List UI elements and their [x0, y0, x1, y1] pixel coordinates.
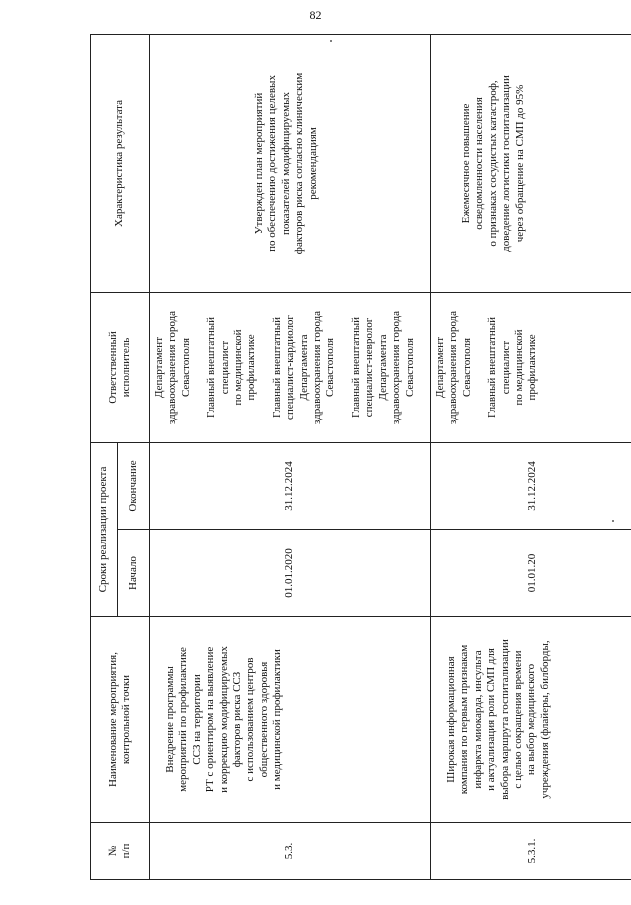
row-number: 5.3. [150, 823, 431, 880]
row-number: 5.3.1. [431, 823, 631, 880]
row-start-date: 01.01.2020 [150, 530, 431, 617]
header-period: Сроки реализации проекта [91, 442, 118, 616]
header-row [91, 34, 118, 879]
executor-block: Главный внештатный специалист-невролог Департамента здравоохранения города Севастополя [349, 310, 416, 425]
row-start-date: 01.01.20 [431, 530, 631, 617]
header-result: Характеристика результата [91, 34, 150, 292]
table-row [431, 34, 631, 879]
header-end: Окончание [118, 442, 150, 529]
result-text: Утвержден план мероприятий по обеспечению достижения целевых показателей модифицируемых факторов риска согласно клиническим рекомендациям [253, 72, 319, 255]
row-activity-name: Широкая информационная компания по первым признакам инфаркта миокарда, инсульта и актуализация роли СМП для выбора маршрута госпитализации с целью сокращения времени на выбор медицинского учреждения (флайеры, билборды, [431, 617, 631, 823]
rotated-table-wrapper [90, 35, 631, 880]
executor-block: Департамент здравоохранения города Севастополя [153, 310, 192, 425]
row-result [431, 34, 631, 292]
executor-block: Департамент здравоохранения города Севастополя [434, 310, 473, 425]
executor-block: Главный внештатный специалист-кардиолог Департамента здравоохранения города Севастополя [270, 310, 337, 425]
table-row [150, 34, 431, 879]
activities-table [90, 34, 631, 880]
result-text: Ежемесячное повышение осведомленности населения о признаках сосудистых катастроф, доведение логистики госпитализации через обращение на СМП до 95% [460, 75, 526, 252]
executor-block: Главный внештатный специалист по медицинской профилактике [486, 317, 539, 418]
row-executors [431, 292, 631, 442]
executor-block: Главный внештатный специалист по медицинской профилактике [205, 317, 258, 418]
page-number: 82 [309, 8, 322, 22]
row-executors [150, 292, 431, 442]
row-end-date: 31.12.2024 [150, 442, 431, 529]
row-activity-name: Внедрение программы мероприятий по профилактике ССЗ на территории РТ с ориентиром на выявление и коррекцию модифицируемых факторов риска ССЗ с использованием центров общественного здоровья и медицинской профилактики [150, 617, 431, 823]
row-result [150, 34, 431, 292]
row-end-date: 31.12.2024 [431, 442, 631, 529]
header-name: Наименование мероприятия, контрольной точки [91, 617, 150, 823]
header-executor: Ответственный исполнитель [91, 292, 150, 442]
header-start: Начало [118, 530, 150, 617]
header-number: № п/п [91, 823, 150, 880]
